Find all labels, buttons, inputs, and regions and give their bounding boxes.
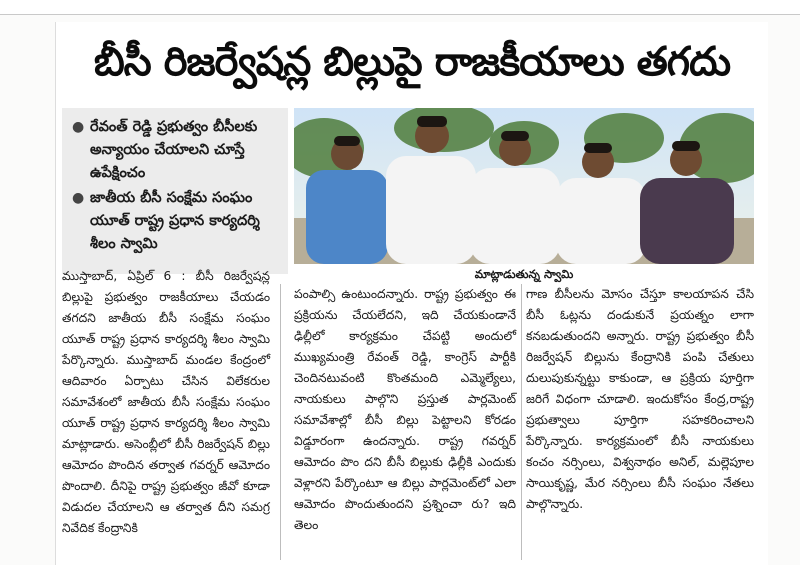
highlight-text: రేవంత్ రెడ్డి ప్రభుత్వం బీసీలకు అన్యాయం చేయాలని చూస్తే ఉపేక్షించం: [90, 119, 258, 181]
photo-caption: మాట్లాడుతున్న స్వామి: [294, 264, 754, 284]
column-divider: [521, 284, 522, 560]
news-photo: [294, 108, 754, 264]
highlights-box: [62, 108, 288, 274]
bullet-icon: ●: [72, 119, 85, 135]
highlight-item: [72, 187, 282, 256]
article-column-2: పంపాల్సి ఉంటుందన్నారు. రాష్ట్ర ప్రభుత్వం ఈ ప్రక్రియను చేయలేదని, ఇది చేయకుండానే ఢిల్లీలో కార్యక్రమం చేపట్టి అందులో ముఖ్యమంత్రి రేవంత్ రెడ్డి, కాంగ్రెస్ పార్టీకి చెందినటువంటి కొంతమంది ఎమ్మెల్యేలు, నాయకులు పాల్గొని ప్రస్తుత పార్లమెంట్ సమావేశాల్లో బీసీ బిల్లు పెట్టాలని కోరడం విడ్డూరంగా ఉందన్నారు. రాష్ట్ర గవర్నర్ ఆమోదం పొం దని బీసీ బిల్లుకు ఢిల్లీకి ఎందుకు వెళ్లారని పేర్కొంటూ ఆ బిల్లు పార్లమెంట్‌లో ఎలా ఆమోదం పొందుతుందని ప్రశ్నించా రు? ఇది తెలం: [294, 287, 516, 532]
column-divider: [280, 284, 281, 560]
highlight-text: జాతీయ బీసీ సంక్షేమ సంఘం యూత్ రాష్ట్ర ప్రధాన కార్యదర్శి శీలం స్వామి: [90, 190, 260, 252]
top-strip: [0, 0, 800, 15]
article-column-1: ముస్తాబాద్, ఏప్రిల్ 6 : బీసీ రిజర్వేషన్ల బిల్లుపై ప్రభుత్వం రాజకీయాలు చేయడం తగదని జాతీయ బీసీ సంక్షేమ సంఘం యూత్ రాష్ట్ర ప్రధాన కార్యదర్శి శీలం స్వామి పేర్కొన్నారు. ముస్తాబాద్ మండల కేంద్రంలో ఆదివారం ఏర్పాటు చేసిన విలేకరుల సమావేశంలో జాతీయ బీసీ సంక్షేమ సంఘం యూత్ రాష్ట్ర ప్రధాన కార్యదర్శి శీలం స్వామి మాట్లాడారు. అసెంబ్లీలో బీసీ రిజర్వేషన్ బిల్లు ఆమోదం పొందిన తర్వాత గవర్నర్ ఆమోదం పొందాలి. దీనిపై రాష్ట్ర ప్రభుత్వం జీవో కూడా విడుదల చేయాలని ఆ తర్వాత దీని సమగ్ర నివేదిక కేంద్రానికి: [62, 269, 270, 535]
group-photo-illustration: [294, 108, 754, 264]
article-column-3: గాణ బీసీలను మోసం చేస్తూ కాలయాపన చేసి బీసీ ఓట్లను దండుకునే ప్రయత్నం లాగా కనబడుతుందని అన్నారు. రాష్ట్ర ప్రభుత్వం బీసీ రిజర్వేషన్ బిల్లును కేంద్రానికి పంపి చేతులు దులుపుకున్నట్టు కాకుండా, ఆ ప్రక్రియ పూర్తిగా జరిగే విధంగా చూడాలి. ఇందుకోసం కేంద్ర,రాష్ట్ర ప్రభుత్వాలు పూర్తిగా సహకరించాలని పేర్కొన్నారు. కార్యక్రమంలో బీసీ నాయకులు కంచం నర్సింలు, విశ్వనాథం అనిల్, మల్లెపూల సాయికృష్ణ, మేర నర్సింలు బీసీ సంఘం నేతలు పాల్గొన్నారు.: [526, 287, 754, 511]
bullet-icon: ●: [72, 190, 85, 206]
headline: బీసీ రిజర్వేషన్ల బిల్లుపై రాజకీయాలు తగదు: [93, 39, 731, 85]
news-clipping: [55, 22, 768, 565]
highlight-item: [72, 116, 282, 185]
